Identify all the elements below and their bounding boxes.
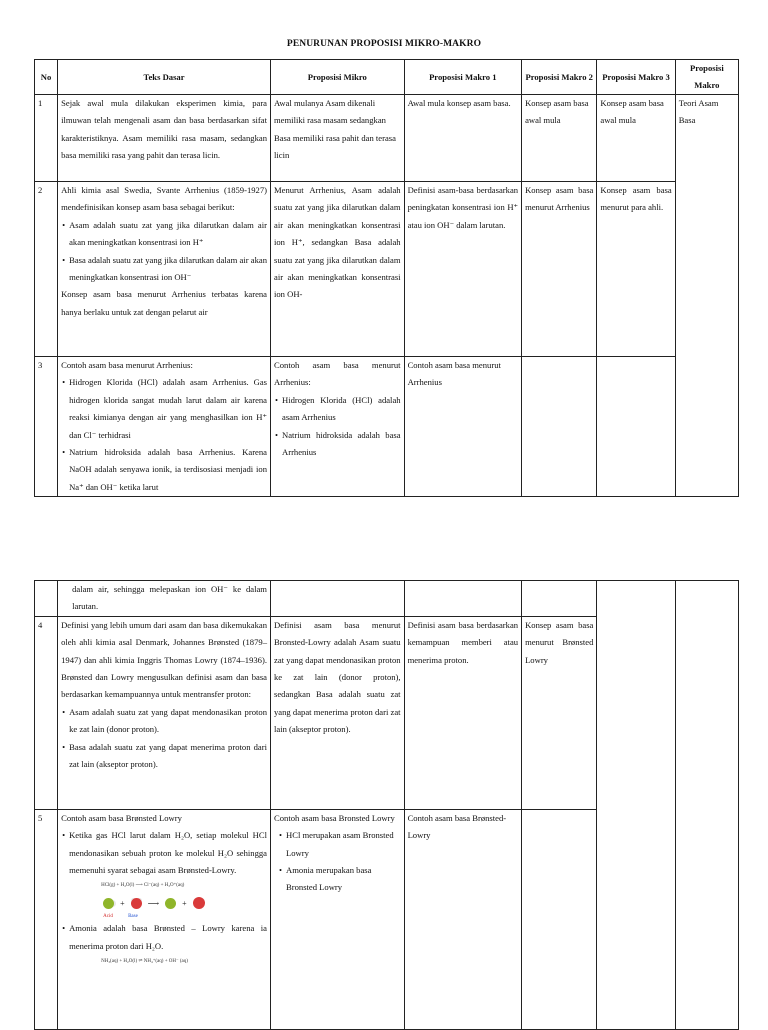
proposisi-makro-1-cell: Contoh asam basa menurut Arrhenius xyxy=(404,357,522,497)
proposisi-makro-1-cell: Definisi asam-basa berdasarkan peningkatan konsentrasi ion H⁺ atau ion OH⁻ dalam larutan. xyxy=(404,182,522,357)
proposisi-makro-3-cell: Konsep asam basa awal mula xyxy=(597,95,675,182)
proposisi-mikro-cell: Awal mulanya Asam dikenali memiliki rasa masam sedangkan Basa memiliki rasa pahit dan terasa licin xyxy=(271,95,405,182)
reaction-arrow: ⟶ xyxy=(147,898,160,908)
list-item: • Hidrogen Klorida (HCl) adalah asam Arrhenius xyxy=(282,392,401,427)
header-proposisi-makro-1: Proposisi Makro 1 xyxy=(404,60,522,95)
list-item: • Basa adalah suatu zat yang dapat menerima proton dari zat lain (akseptor proton). xyxy=(69,739,267,774)
header-proposisi-makro-3: Proposisi Makro 3 xyxy=(597,60,675,95)
row-number: 1 xyxy=(35,95,58,182)
proposisi-makro-2-cell xyxy=(522,809,597,1029)
water-molecule-icon xyxy=(131,898,142,909)
header-no: No xyxy=(35,60,58,95)
list-item: • Amonia adalah basa Brønsted – Lowry karena ia menerima proton dari H₂O. xyxy=(69,920,267,955)
chloride-ion-icon xyxy=(165,898,176,909)
teks-dasar-cell xyxy=(58,182,271,357)
proposisi-makro-1-cell: Definisi asam basa berdasarkan kemampuan memberi atau menerima proton. xyxy=(404,616,522,809)
hcl-molecule-icon xyxy=(103,898,114,909)
proposisi-makro-2-cell: Konsep asam basa menurut Brønsted Lowry xyxy=(522,616,597,809)
proposisi-makro-3-cell xyxy=(597,581,675,1030)
bullet-list xyxy=(61,827,267,879)
proposition-table-lower xyxy=(34,580,739,1030)
acid-label: Acid xyxy=(103,914,113,920)
base-label: Base xyxy=(128,914,138,920)
header-teks-dasar: Teks Dasar xyxy=(58,60,271,95)
teks-dasar-cell: dalam air, sehingga melepaskan ion OH⁻ ke dalam larutan. xyxy=(58,581,271,617)
row-number: 5 xyxy=(35,809,58,1029)
row-number: 4 xyxy=(35,616,58,809)
teks-intro: Contoh asam basa menurut Arrhenius: xyxy=(61,360,193,370)
teks-intro: Definisi yang lebih umum dari asam dan basa dikemukakan oleh ahli kimia asal Denmark, Johannes Brønsted (1879–1947) dan ahli kimia Inggris Thomas Lowry (1874–1936). Brønsted dan Lowry mengusulkan definisi asam dan basa berdasarkan kemampuannya untuk mentransfer proton: xyxy=(61,619,267,700)
proposisi-makro-1-cell: Contoh asam basa Brønsted-Lowry xyxy=(404,809,522,1029)
hydronium-ion-icon xyxy=(193,897,205,909)
proposisi-makro-1-cell: Awal mula konsep asam basa. xyxy=(404,95,522,182)
proposisi-makro-3-cell xyxy=(597,357,675,497)
list-item: • Natrium hidroksida adalah basa Arrhenius xyxy=(282,427,401,462)
bullet-list xyxy=(274,827,401,897)
list-item: • Basa adalah suatu zat yang jika dilarutkan dalam air akan meningkatkan konsentrasi ion OH⁻ xyxy=(69,252,267,287)
proposisi-mikro-cell xyxy=(271,581,405,617)
teks-dasar-cell: Sejak awal mula dilakukan eksperimen kimia, para ilmuwan telah mengenali asam dan basa berdasarkan sifat karakteristiknya. Asam memiliki rasa masam, sedangkan basa memiliki rasa yang pahit dan terasa licin. xyxy=(58,95,271,182)
header-proposisi-makro: Proposisi Makro xyxy=(675,60,738,95)
list-item: • Hidrogen Klorida (HCl) adalah asam Arrhenius. Gas hidrogen klorida sangat mudah larut dalam air karena reaksi kimianya dengan air yang menghasilkan ion H⁺ dan Cl⁻ terhidrasi xyxy=(69,374,267,444)
proposisi-mikro-cell: Menurut Arrhenius, Asam adalah suatu zat yang jika dilarutkan dalam air akan meningkatkan konsentrasi ion H⁺, sedangkan Basa adalah suatu zat yang jika dilarutkan dalam air akan meningkatkan konsentrasi ion OH- xyxy=(271,182,405,357)
proposisi-mikro-cell xyxy=(271,809,405,1029)
row-number xyxy=(35,581,58,617)
table-row xyxy=(35,182,739,357)
reaction-equation-ammonia: NH₃(aq) + H₂O(l) ⇌ NH₄⁺(aq) + OH⁻ (aq) xyxy=(101,959,188,965)
header-row xyxy=(35,60,739,95)
list-item: • Asam adalah suatu zat yang jika dilarutkan dalam air akan meningkatkan konsentrasi ion H⁺ xyxy=(69,217,267,252)
proposisi-makro-2-cell: Konsep asam basa menurut Arrhenius xyxy=(522,182,597,357)
proposition-table-upper xyxy=(34,59,739,497)
proposisi-makro-2-cell: Konsep asam basa awal mula xyxy=(522,95,597,182)
bullet-list xyxy=(61,374,267,496)
teks-outro: Konsep asam basa menurut Arrhenius terbatas karena hanya berlaku untuk zat dengan pelarut air xyxy=(61,289,267,317)
plus-sign: + xyxy=(120,898,125,908)
list-item: • Asam adalah suatu zat yang dapat mendonasikan proton ke zat lain (donor proton). xyxy=(69,704,267,739)
proposisi-makro-2-cell xyxy=(522,581,597,617)
teks-dasar-cell xyxy=(58,357,271,497)
reaction-equation-hcl: HCl(g) + H₂O(l) ⟶ Cl⁻(aq) + H₃O⁺(aq) xyxy=(101,883,185,889)
teks-intro: Ahli kimia asal Swedia, Svante Arrhenius (1859-1927) mendefinisikan konsep asam basa sebagai berikut: xyxy=(61,185,267,213)
document-title: PENURUNAN PROPOSISI MIKRO-MAKRO xyxy=(286,39,482,49)
mikro-intro: Contoh asam basa Bronsted Lowry xyxy=(274,812,395,823)
teks-dasar-cell xyxy=(58,809,271,1029)
teks-intro: Contoh asam basa Brønsted Lowry xyxy=(61,812,182,823)
proposisi-makro-cell: Teori Asam Basa xyxy=(675,95,738,497)
table-row xyxy=(35,581,739,617)
molecule-illustration xyxy=(103,892,267,914)
list-item: • Amonia merupakan basa Bronsted Lowry xyxy=(286,862,401,897)
bullet-list xyxy=(61,920,267,955)
proposisi-makro-cell xyxy=(675,581,738,1030)
proposisi-makro-2-cell xyxy=(522,357,597,497)
list-item: • Natrium hidroksida adalah basa Arrhenius. Karena NaOH adalah senyawa ionik, ia terdisosiasi menjadi ion Na⁺ dan OH⁻ ketika larut xyxy=(69,444,267,496)
table-row xyxy=(35,357,739,497)
teks-dasar-cell xyxy=(58,616,271,809)
table-row xyxy=(35,95,739,182)
header-proposisi-mikro: Proposisi Mikro xyxy=(271,60,405,95)
list-item: • Ketika gas HCl larut dalam H₂O, setiap molekul HCl mendonasikan sebuah proton ke molekul H₂O sehingga memenuhi syarat sebagai asam Brønsted-Lowry. xyxy=(69,827,267,879)
list-item: • HCl merupakan asam Bronsted Lowry xyxy=(286,827,401,862)
bullet-list xyxy=(61,704,267,774)
proposisi-makro-3-cell: Konsep asam basa menurut para ahli. xyxy=(597,182,675,357)
row-number: 3 xyxy=(35,357,58,497)
header-proposisi-makro-2: Proposisi Makro 2 xyxy=(522,60,597,95)
bullet-list xyxy=(61,217,267,287)
proposisi-mikro-cell: Definisi asam basa menurut Bronsted-Lowry adalah Asam suatu zat yang dapat mendonasikan proton ke zat lain (donor proton), sedangkan Basa adalah suatu zat yang dapat menerima proton dari zat lain (akseptor proton). xyxy=(271,616,405,809)
proposisi-mikro-cell xyxy=(271,357,405,497)
bullet-list xyxy=(274,392,401,462)
row-number: 2 xyxy=(35,182,58,357)
plus-sign: + xyxy=(182,898,187,908)
mikro-intro: Contoh asam basa menurut Arrhenius: xyxy=(274,360,401,388)
proposisi-makro-1-cell xyxy=(404,581,522,617)
